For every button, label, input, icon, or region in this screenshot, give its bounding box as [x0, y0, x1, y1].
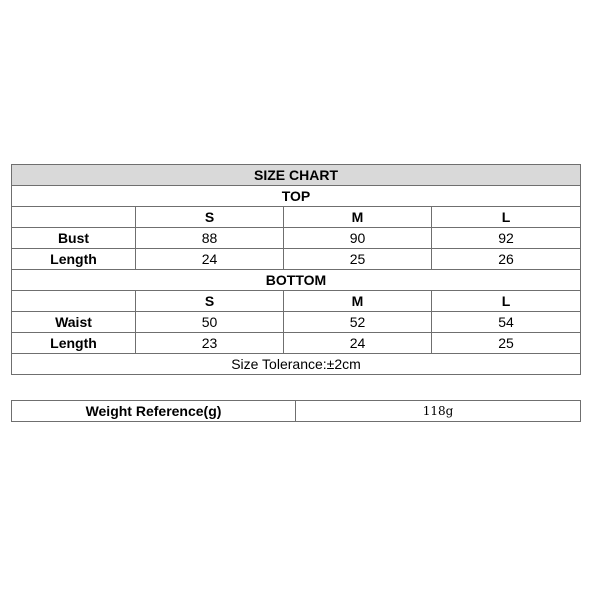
- table-cell: 23: [136, 333, 284, 354]
- size-chart-table: [11, 164, 581, 375]
- table-cell: 52: [284, 312, 432, 333]
- table-cell: 88: [136, 228, 284, 249]
- table-row: [12, 228, 581, 249]
- table-cell: 26: [432, 249, 581, 270]
- table-cell: 25: [284, 249, 432, 270]
- weight-reference-value: 118g: [296, 401, 581, 422]
- bottom-size-header-row: [12, 291, 581, 312]
- table-cell: 50: [136, 312, 284, 333]
- top-size-s: S: [136, 207, 284, 228]
- weight-reference-label: Weight Reference(g): [12, 401, 296, 422]
- table-cell: 54: [432, 312, 581, 333]
- row-label-bust: Bust: [12, 228, 136, 249]
- table-row: [12, 333, 581, 354]
- top-size-header-row: [12, 207, 581, 228]
- row-label-waist: Waist: [12, 312, 136, 333]
- size-tolerance-note: Size Tolerance:±2cm: [12, 354, 581, 375]
- table-row: [12, 312, 581, 333]
- top-size-m: M: [284, 207, 432, 228]
- weight-row: [12, 401, 581, 422]
- table-cell: 25: [432, 333, 581, 354]
- row-label-bottom-length: Length: [12, 333, 136, 354]
- tolerance-row: [12, 354, 581, 375]
- table-cell: 90: [284, 228, 432, 249]
- table-cell: 92: [432, 228, 581, 249]
- title-row: [12, 165, 581, 186]
- bottom-section-row: [12, 270, 581, 291]
- table-cell: 24: [284, 333, 432, 354]
- bottom-size-l: L: [432, 291, 581, 312]
- row-label-top-length: Length: [12, 249, 136, 270]
- weight-reference-table: [11, 400, 581, 422]
- table-row: [12, 249, 581, 270]
- bottom-size-s: S: [136, 291, 284, 312]
- table-cell: 24: [136, 249, 284, 270]
- bottom-heading: BOTTOM: [12, 270, 581, 291]
- top-section-row: [12, 186, 581, 207]
- bottom-header-empty-cell: [12, 291, 136, 312]
- top-heading: TOP: [12, 186, 581, 207]
- top-size-l: L: [432, 207, 581, 228]
- bottom-size-m: M: [284, 291, 432, 312]
- top-header-empty-cell: [12, 207, 136, 228]
- size-chart-title: SIZE CHART: [12, 165, 581, 186]
